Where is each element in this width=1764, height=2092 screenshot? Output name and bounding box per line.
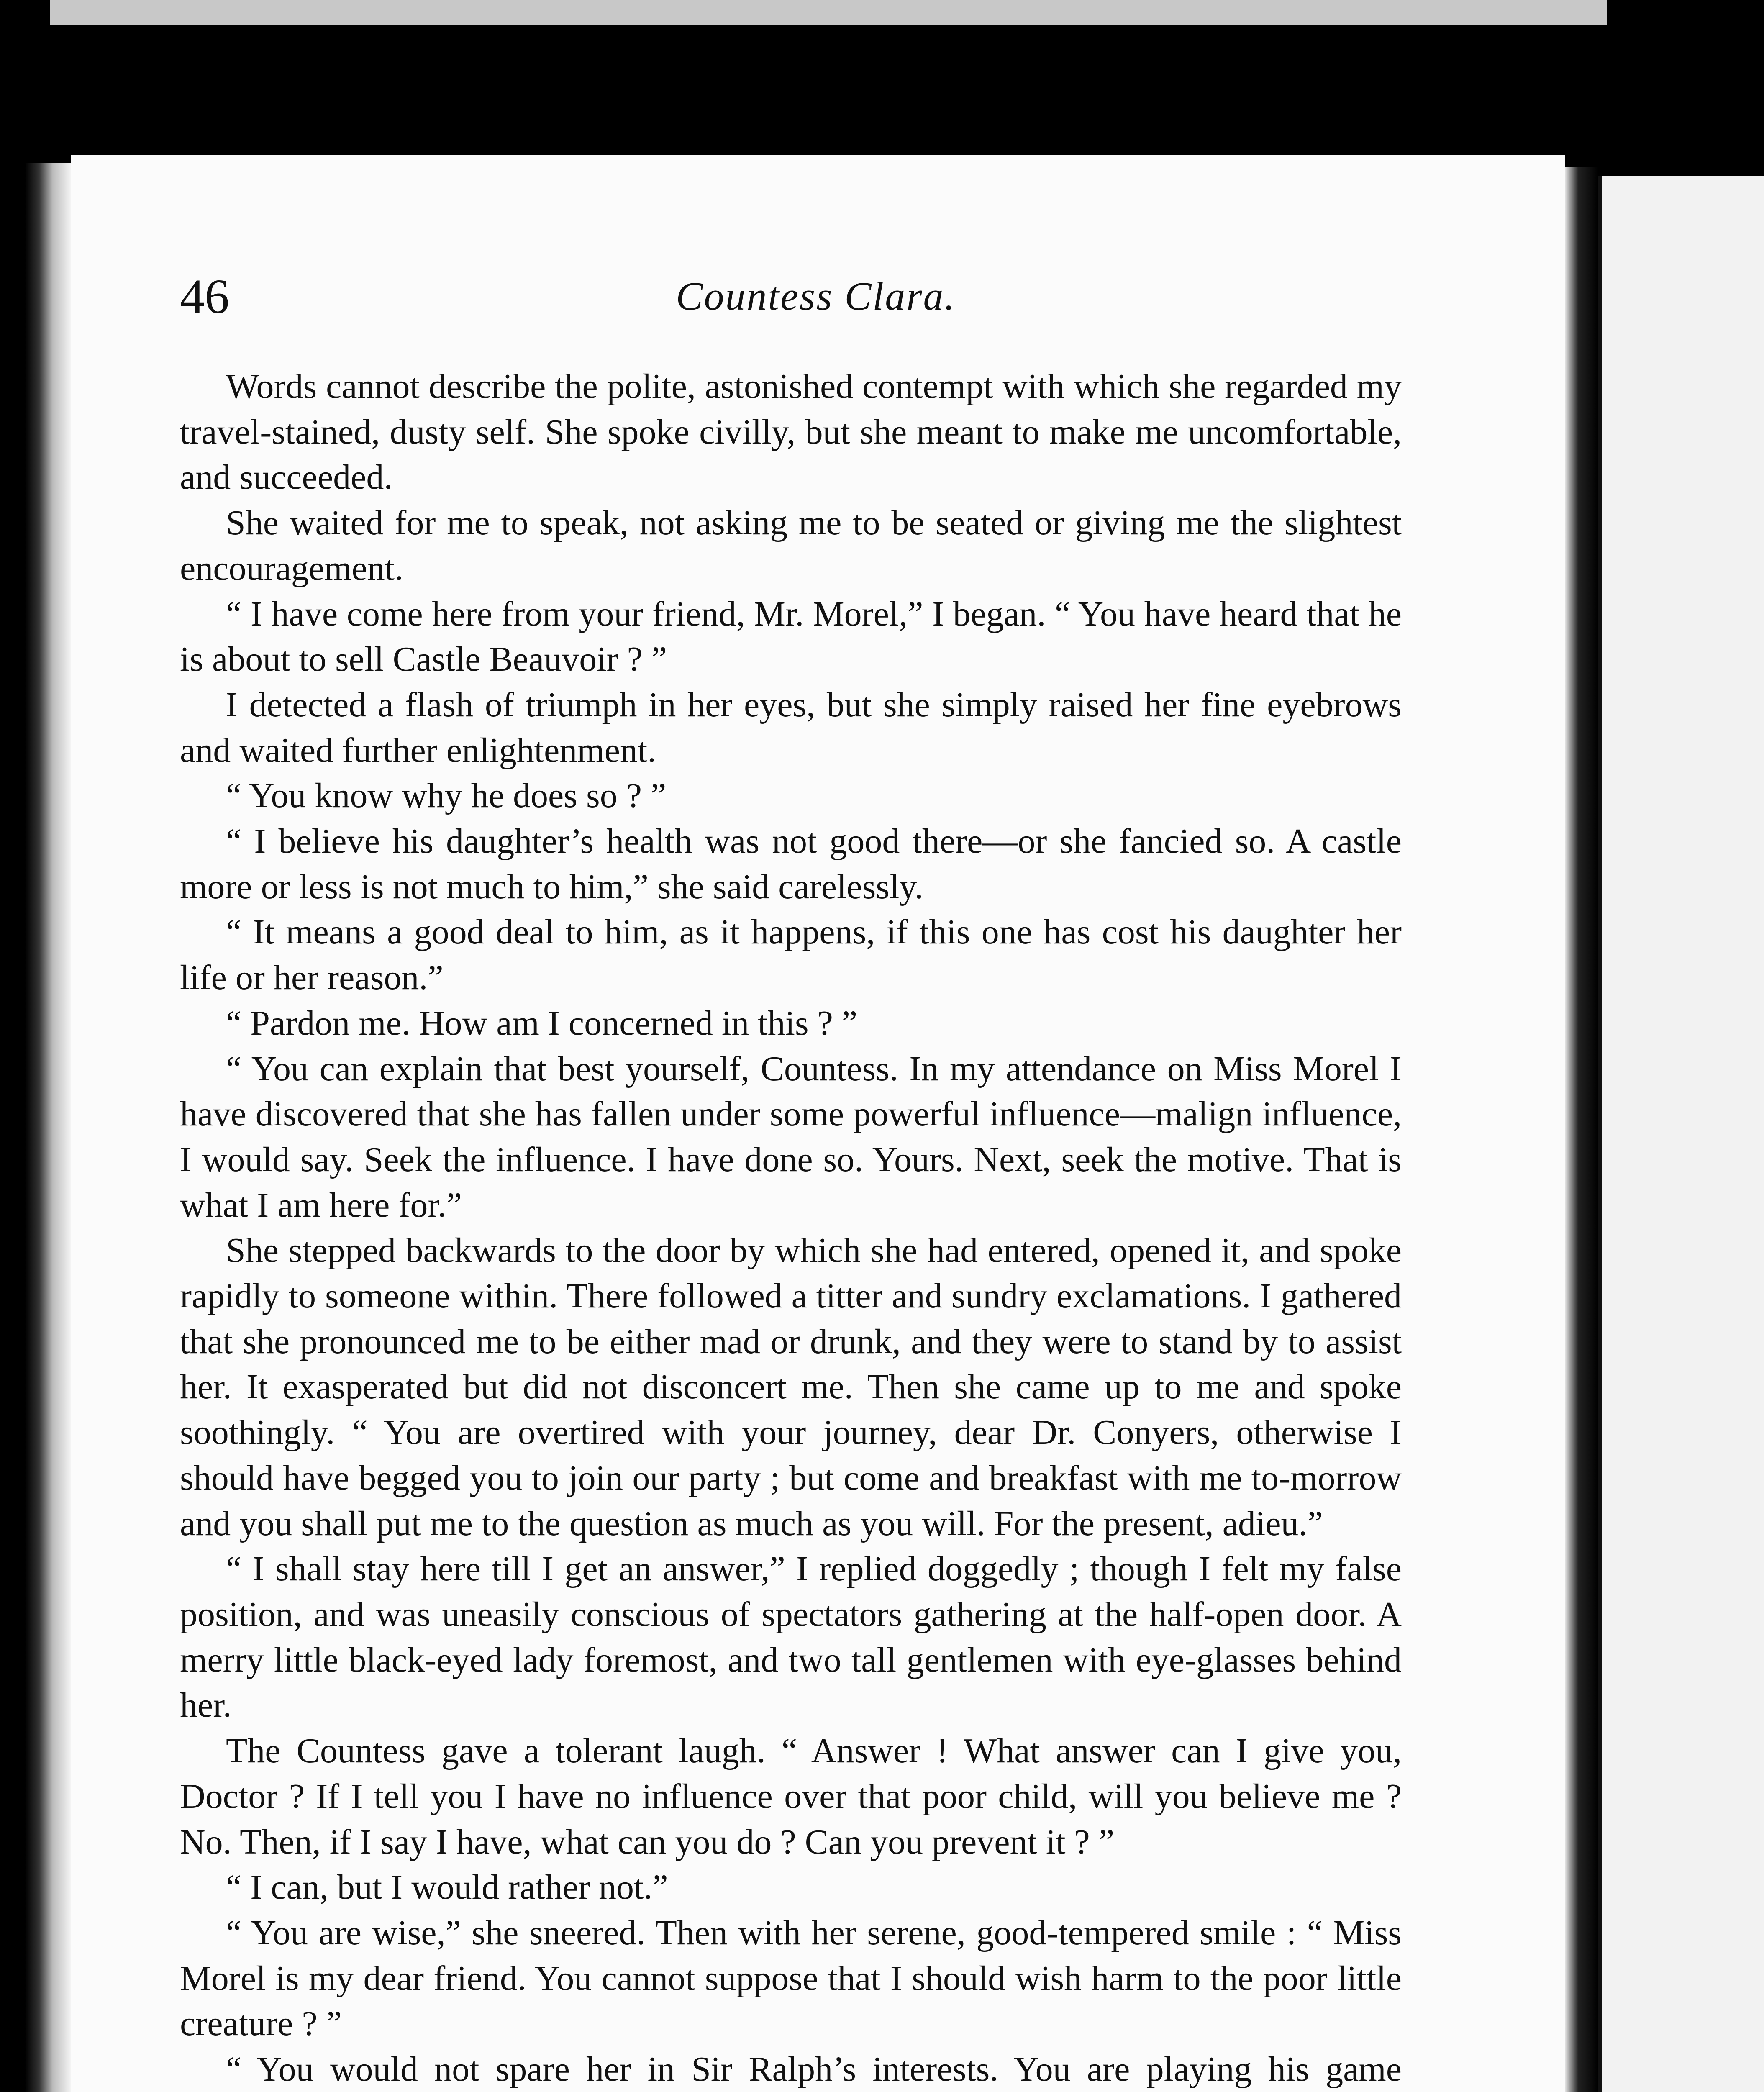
paragraph: She waited for me to speak, not asking me to be seated or giving me the slightest encouragement. <box>180 503 1402 588</box>
page-number: 46 <box>180 269 229 324</box>
paragraph: “ You can explain that best yourself, Countess. In my attendance on Miss Morel I have discovered that she has fallen under some powerful influence—malign influence, I would say. Seek the influence. I have done so. Yours. Next, seek the motive. That is what I am here for.” <box>180 1049 1402 1225</box>
page-body <box>180 364 1402 2092</box>
paragraph: “ Pardon me. How am I concerned in this ? ” <box>226 1003 858 1043</box>
paragraph: “ I shall stay here till I get an answer,” I replied doggedly ; though I felt my false position, and was uneasily conscious of spectators gathering at the half-open door. A merry little black-eyed lady foremost, and two tall gentlemen with eye-glasses behind her. <box>180 1549 1402 1725</box>
paragraph: “ You are wise,” she sneered. Then with her serene, good-tempered smile : “ Miss Morel is my dear friend. You cannot suppose that I should wish harm to the poor little creature ? ” <box>180 1913 1402 2043</box>
paragraph: I detected a flash of triumph in her eyes, but she simply raised her fine eyebrows and waited further enlightenment. <box>180 685 1402 770</box>
paragraph: “ I can, but I would rather not.” <box>226 1868 668 1907</box>
paragraph: “ You know why he does so ? ” <box>226 776 667 815</box>
paragraph: “ I have come here from your friend, Mr. Morel,” I began. “ You have heard that he is about to sell Castle Beauvoir ? ” <box>180 594 1402 679</box>
adjacent-page-right <box>1598 176 1764 2092</box>
paragraph: Words cannot describe the polite, astonished contempt with which she regarded my travel-stained, dusty self. She spoke civilly, but she meant to make me uncomfortable, and succeeded. <box>180 367 1402 497</box>
paragraph: “ I believe his daughter’s health was not good there—or she fancied so. A castle more or less is not much to him,” she said carelessly. <box>180 822 1402 906</box>
running-title: Countess Clara. <box>676 274 956 318</box>
paragraph: The Countess gave a tolerant laugh. “ Answer ! What answer can I give you, Doctor ? If I tell you I have no influence over that poor child, will you believe me ? No. Then, if I say I have, what can you do ? Can you prevent it ? ” <box>180 1731 1402 1861</box>
paragraph: She stepped backwards to the door by which she had entered, opened it, and spoke rapidly to someone within. There followed a titter and sundry exclamations. I gathered that she pronounced me to be either mad or drunk, and they were to stand by to assist her. It exasperated but did not disconcert me. Then she came up to me and spoke soothingly. “ You are overtired with your journey, dear Dr. Conyers, otherwise I should have begged you to join our party ; but come and breakfast with me to-morrow and you shall put me to the question as much as you will. For the present, adieu.” <box>180 1231 1402 1543</box>
paragraph: “ It means a good deal to him, as it happens, if this one has cost his daughter her life or her reason.” <box>180 913 1402 997</box>
paragraph: “ You would not spare her in Sir Ralph’s interests. You are playing his game <box>226 2050 1402 2089</box>
adjacent-page-top-edge <box>50 0 1607 25</box>
book-binding-edge <box>25 163 71 2092</box>
page-gutter-shadow <box>1565 167 1598 2092</box>
